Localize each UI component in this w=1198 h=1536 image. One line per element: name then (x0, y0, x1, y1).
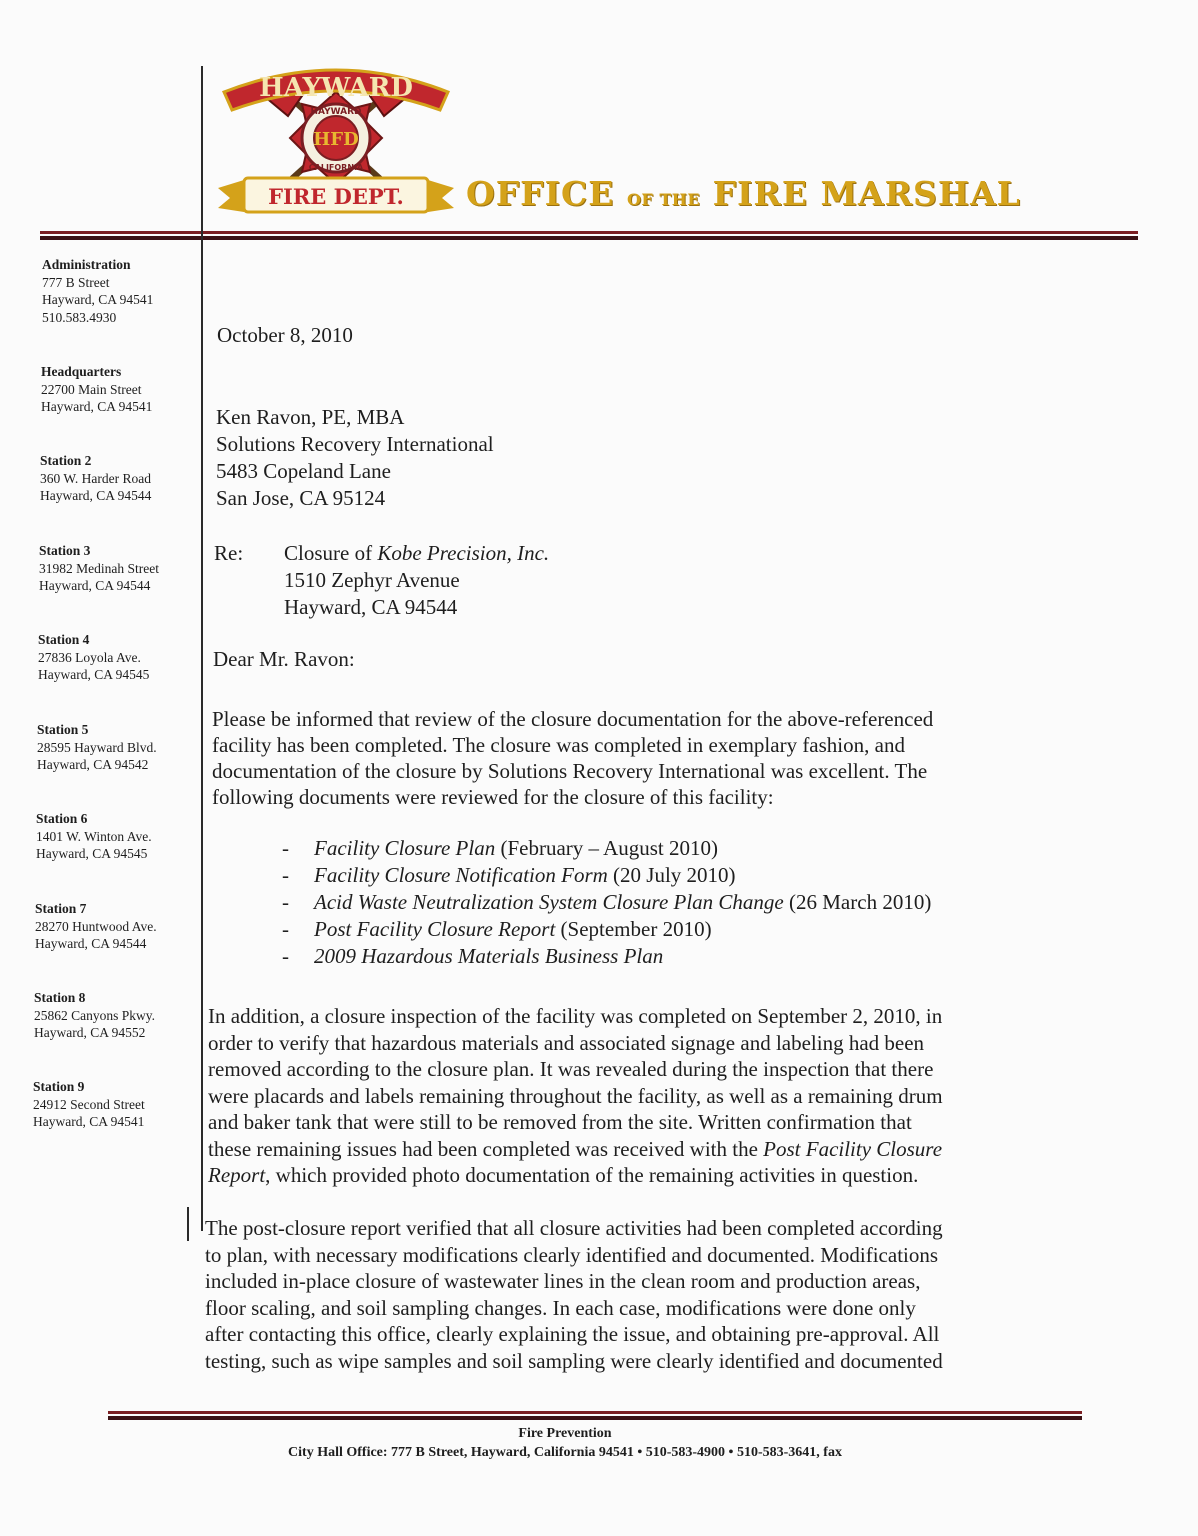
document-detail: (September 2010) (555, 917, 712, 941)
location-name: Headquarters (41, 364, 122, 379)
paragraph-line: after contacting this office, clearly explaining the issue, and obtaining pre-approval. All (205, 1322, 940, 1346)
footer-address: City Hall Office: 777 B Street, Hayward, California 94541 • 510-583-4900 • 510-583-3641, fax (288, 1445, 842, 1460)
location-line: Hayward, CA 94545 (38, 667, 150, 682)
paragraph-line: Please be informed that review of the closure documentation for the above-referenced (212, 707, 934, 731)
location-line: Hayward, CA 94542 (37, 757, 149, 772)
sidebar-location (33, 1078, 145, 1131)
paragraph-line: In addition, a closure inspection of the facility was completed on September 2, 2010, in (208, 1004, 943, 1028)
paragraph-line: The post-closure report verified that all closure activities had been completed according (205, 1216, 943, 1240)
document-list-item: - Acid Waste Neutralization System Closure Plan Change (26 March 2010) (282, 890, 932, 914)
location-line: 360 W. Harder Road (40, 470, 151, 486)
sidebar-location (40, 452, 151, 505)
recipient-line: 5483 Copeland Lane (216, 459, 391, 483)
paragraph-2 (208, 1003, 943, 1189)
paragraph-line: floor scaling, and soil sampling changes. In each case, modifications were done only (205, 1295, 916, 1320)
location-line: 777 B Street (42, 274, 110, 290)
sidebar-location (38, 631, 149, 684)
location-line: Hayward, CA 94545 (36, 846, 148, 861)
location-name: Station 9 (33, 1079, 85, 1094)
location-name: Station 4 (38, 632, 90, 647)
sidebar-location (39, 542, 159, 595)
location-line: Hayward, CA 94541 (33, 1114, 145, 1129)
paragraph-line: facility has been completed. The closure was completed in exemplary fashion, and (212, 733, 905, 757)
logo-banner-top: HAYWARD (259, 73, 413, 103)
location-line: 31982 Medinah Street (39, 560, 159, 576)
document-list-item: - 2009 Hazardous Materials Business Plan (282, 944, 664, 968)
location-line: 1401 W. Winton Ave. (36, 828, 152, 844)
footer-rule-thick (108, 1416, 1082, 1420)
paragraph-line: removed according to the closure plan. It was revealed during the inspection that there (208, 1057, 934, 1081)
sidebar-location (37, 721, 157, 774)
paragraph-line: were placards and labels remaining throughout the facility, as well as a remaining drum (208, 1083, 943, 1108)
document-title: Facility Closure Notification Form (314, 863, 608, 887)
header-rule (40, 231, 1138, 234)
paragraph-line: and baker tank that were still to be removed from the site. Written confirmation that (208, 1110, 912, 1134)
location-name: Station 6 (36, 811, 88, 826)
paragraph-line: testing, such as wipe samples and soil sampling were clearly identified and documented (205, 1348, 943, 1373)
location-line: 22700 Main Street (41, 381, 142, 397)
sidebar-location (41, 363, 152, 416)
re-line: Hayward, CA 94544 (284, 595, 458, 619)
location-line: 28595 Hayward Blvd. (37, 739, 157, 755)
paragraph-line: , which provided photo documentation of the remaining activities in question. (265, 1163, 919, 1187)
location-line: Hayward, CA 94544 (40, 488, 152, 503)
location-line: 510.583.4930 (42, 309, 117, 325)
paragraph-line: following documents were reviewed for the closure of this facility: (212, 785, 774, 809)
paragraph-1 (212, 706, 933, 810)
location-line: 28270 Huntwood Ave. (35, 918, 157, 934)
salutation: Dear Mr. Ravon: (213, 647, 355, 671)
location-line: Hayward, CA 94541 (42, 292, 154, 307)
location-line: Hayward, CA 94552 (34, 1025, 146, 1040)
seal-ring-bottom: CALIFORNIA (308, 163, 364, 172)
re-line: Closure of (284, 541, 378, 565)
sidebar-location (35, 900, 157, 953)
footer-title: Fire Prevention (518, 1426, 612, 1441)
footer-rule (108, 1411, 1082, 1414)
document-title: Post Facility Closure Report (314, 917, 556, 941)
recipient-line: Solutions Recovery International (216, 432, 494, 456)
document-list-item: - Facility Closure Notification Form (20 July 2010) (282, 863, 736, 887)
document-detail: (February – August 2010) (495, 836, 719, 860)
header-rule-thick (40, 236, 1138, 240)
location-line: 27836 Loyola Ave. (38, 649, 141, 665)
recipient-line: San Jose, CA 95124 (216, 486, 386, 510)
location-name: Station 3 (39, 543, 91, 558)
location-line: 24912 Second Street (33, 1096, 145, 1112)
location-line: Hayward, CA 94544 (35, 936, 147, 951)
sidebar-location (42, 256, 153, 326)
location-line: Hayward, CA 94544 (39, 578, 151, 593)
location-name: Station 2 (40, 453, 92, 468)
document-title: Facility Closure Plan (314, 836, 496, 860)
location-name: Station 7 (35, 901, 87, 916)
document-list-item: - Post Facility Closure Report (September 2010) (282, 917, 712, 941)
document-list-item: - Facility Closure Plan (February – August 2010) (282, 836, 719, 860)
sidebar-divider (201, 66, 203, 1231)
recipient-line: Ken Ravon, PE, MBA (216, 405, 405, 429)
report-title: Post Facility Closure (763, 1136, 943, 1161)
paragraph-line: these remaining issues had been completed was received with the (208, 1136, 764, 1161)
re-subject (284, 540, 549, 621)
office-title-part1: OFFICE (466, 174, 615, 213)
office-title (466, 174, 1021, 213)
paragraph-line: to plan, with necessary modifications clearly identified and documented. Modifications (205, 1242, 939, 1267)
letter-date: October 8, 2010 (217, 323, 353, 347)
seal-ring-top: HAYWARD (310, 107, 362, 117)
location-line: Hayward, CA 94541 (41, 399, 153, 414)
paragraph-line: included in-place closure of wastewater lines in the clean room and production areas, (205, 1269, 921, 1293)
hayward-fire-dept-logo (214, 52, 458, 218)
re-label: Re: (214, 541, 244, 565)
document-detail: (26 March 2010) (783, 890, 932, 914)
sidebar-location (36, 810, 152, 863)
document-title: Acid Waste Neutralization System Closure Plan Change (314, 890, 784, 914)
location-name: Station 8 (34, 990, 86, 1005)
office-title-part3: FIRE MARSHAL (712, 174, 1021, 213)
report-title: Report (208, 1163, 266, 1187)
sidebar-divider-lower (187, 1207, 189, 1241)
paragraph-line: order to verify that hazardous materials and associated signage and labeling had been (208, 1030, 925, 1055)
document-title: 2009 Hazardous Materials Business Plan (314, 944, 664, 968)
logo-banner-bottom: FIRE DEPT. (268, 184, 404, 209)
office-title-part2: OF THE (626, 190, 701, 209)
seal-monogram: HFD (313, 129, 359, 150)
re-line: 1510 Zephyr Avenue (284, 568, 460, 592)
sidebar-location (34, 989, 155, 1042)
paragraph-3 (205, 1215, 943, 1374)
re-company: Kobe Precision, Inc. (377, 541, 550, 565)
recipient-address (216, 404, 494, 512)
paragraph-line: documentation of the closure by Solutions Recovery International was excellent. The (212, 759, 928, 783)
location-name: Administration (42, 257, 131, 272)
location-line: 25862 Canyons Pkwy. (34, 1007, 156, 1023)
document-detail: (20 July 2010) (607, 863, 736, 887)
location-name: Station 5 (37, 722, 89, 737)
